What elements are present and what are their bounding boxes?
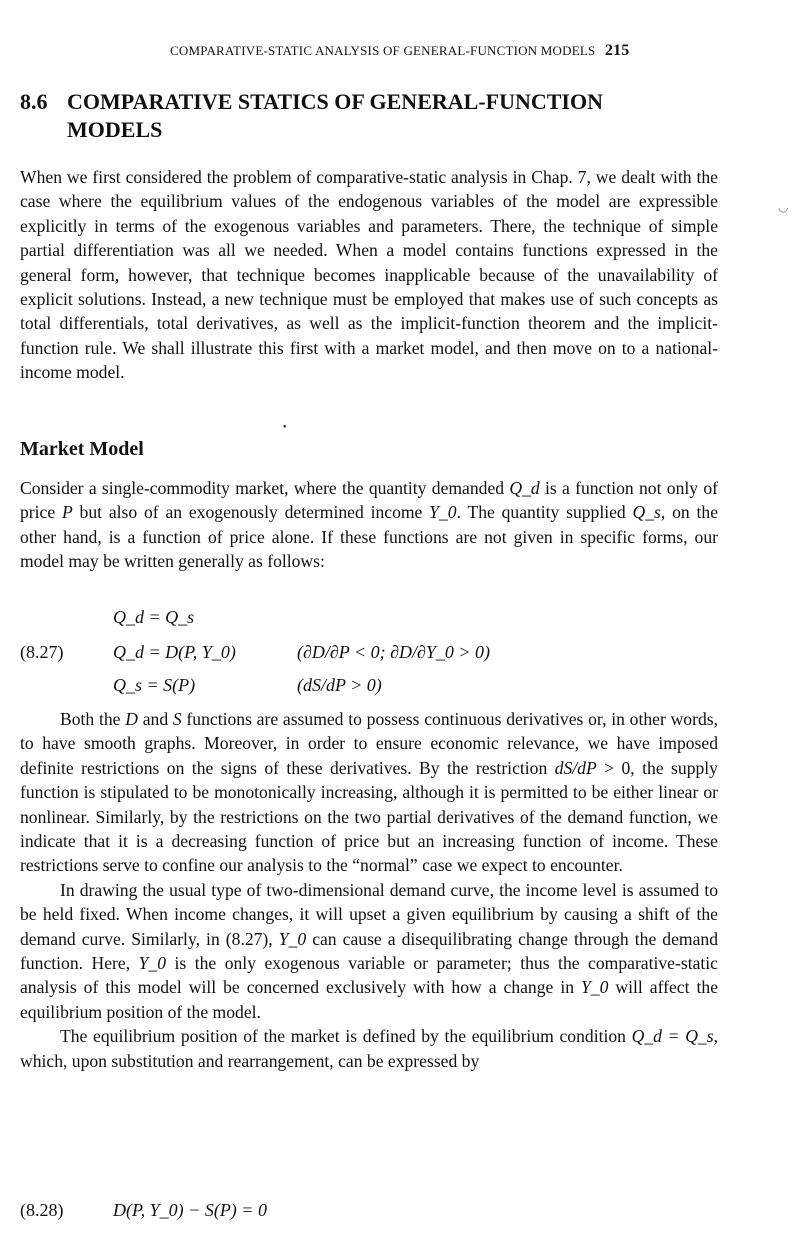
text-run: will affect the equilibrium position of the model. — [20, 977, 719, 1022]
body-text — [20, 707, 718, 1073]
equation-827-number: (8.27) — [20, 642, 64, 662]
equation-827-line3-condition: (dS/dP > 0) — [297, 675, 382, 695]
symbol-d: D — [125, 709, 138, 729]
running-head-title: COMPARATIVE-STATIC ANALYSIS OF GENERAL-FUNCTION MODELS — [170, 43, 596, 58]
text-run: . The quantity supplied — [456, 502, 633, 523]
text-run: > 0, the supply function is stipulated to be monotonically increasing, although it is permitted to be either linear or nonlinear. Similarly, by the restrictions on the two partial derivatives of the demand function, we indicate that it is a decreasing function of price but an increasing function of income. These restrictions serve to confine our analysis to the “normal” case we expect to encounter. — [20, 757, 718, 876]
bullet-mark: • — [283, 422, 287, 433]
income-paragraph — [20, 878, 718, 1024]
text-run: In drawing the usual type of two-dimensional demand curve, the income level is assumed to be held fixed. When income changes, it will upset a given equilibrium by causing a shift of the demand curve. Similarly, in (8.27), — [20, 879, 718, 949]
text-run: can cause a disequilibrating change through the demand function. Here, — [20, 928, 718, 974]
symbol-p: P — [61, 502, 73, 523]
text-run: , which, upon substitution and rearrangement, can be expressed by — [20, 1026, 718, 1071]
text-run: The equilibrium position of the market is defined by the equilibrium condition — [60, 1026, 632, 1047]
symbol-y0: Y_0 — [581, 977, 609, 998]
text-run: but also of an exogenously determined income — [72, 502, 430, 523]
text-run: Consider a single-commodity market, where the quantity demanded — [20, 478, 510, 498]
equation-827-line2-condition: (∂D/∂P < 0; ∂D/∂Y_0 > 0) — [297, 642, 491, 662]
symbol-qd: Q_d — [509, 478, 540, 498]
text-run: and — [137, 709, 173, 729]
equilibrium-paragraph — [20, 1024, 718, 1073]
section-number: 8.6 — [20, 89, 48, 114]
subsection-title: Market Model — [20, 438, 144, 460]
equation-828-number: (8.28) — [20, 1200, 64, 1220]
equation-827-line3: Q_s = S(P) — [113, 675, 196, 695]
market-paragraph — [20, 476, 718, 574]
running-head — [170, 42, 715, 60]
symbol-qs: Q_s — [632, 502, 661, 523]
margin-mark: ◡ — [778, 200, 789, 214]
text-run: is a function not only of price — [20, 478, 718, 523]
equation-827-line2: Q_d = D(P, Y_0) — [113, 642, 236, 662]
equation-827-line1: Q_d = Q_s — [113, 607, 195, 627]
symbol-y0: Y_0 — [138, 953, 166, 974]
page-number: 215 — [604, 42, 630, 59]
equation-828-expression: D(P, Y_0) − S(P) = 0 — [113, 1200, 267, 1220]
symbol-y0: Y_0 — [278, 928, 307, 949]
symbol-qd-equals-qs: Q_d = Q_s — [631, 1026, 714, 1047]
text-run: , on the other hand, is a function of price alone. If these functions are not given in specific forms, our model may be written generally as follows: — [20, 502, 719, 572]
smoothness-paragraph — [20, 707, 718, 878]
symbol-y0: Y_0 — [429, 502, 457, 523]
text-run: Both the — [60, 709, 126, 729]
symbol-dsdp: dS/dP — [554, 757, 597, 778]
text-run: functions are assumed to possess continuous derivatives or, in other words, to have smooth graphs. Moreover, in order to ensure economic relevance, we have imposed definite restrictions on the signs of these derivatives. By the restriction — [20, 709, 718, 778]
intro-paragraph: When we first considered the problem of comparative-static analysis in Chap. 7, we dealt with the case where the equilibrium values of the endogenous variables of the model are expressible explicitly in terms of the exogenous variables and parameters. There, the technique of simple partial differentiation was all we needed. When a model contains functions expressed in the general form, however, that technique becomes inapplicable because of the unavailability of explicit solutions. Instead, a new technique must be employed that makes use of such concepts as total differentials, total derivatives, as well as the implicit-function theorem and the implicit-function rule. We shall illustrate this first with a market model, and then move on to a national-income model. — [20, 167, 718, 383]
symbol-s: S — [172, 709, 182, 729]
section-title: COMPARATIVE STATICS OF GENERAL-FUNCTION MODELS — [67, 89, 603, 142]
text-run: is the only exogenous variable or parameter; thus the comparative-static analysis of this model will be concerned exclusively with how a change in — [20, 953, 718, 998]
